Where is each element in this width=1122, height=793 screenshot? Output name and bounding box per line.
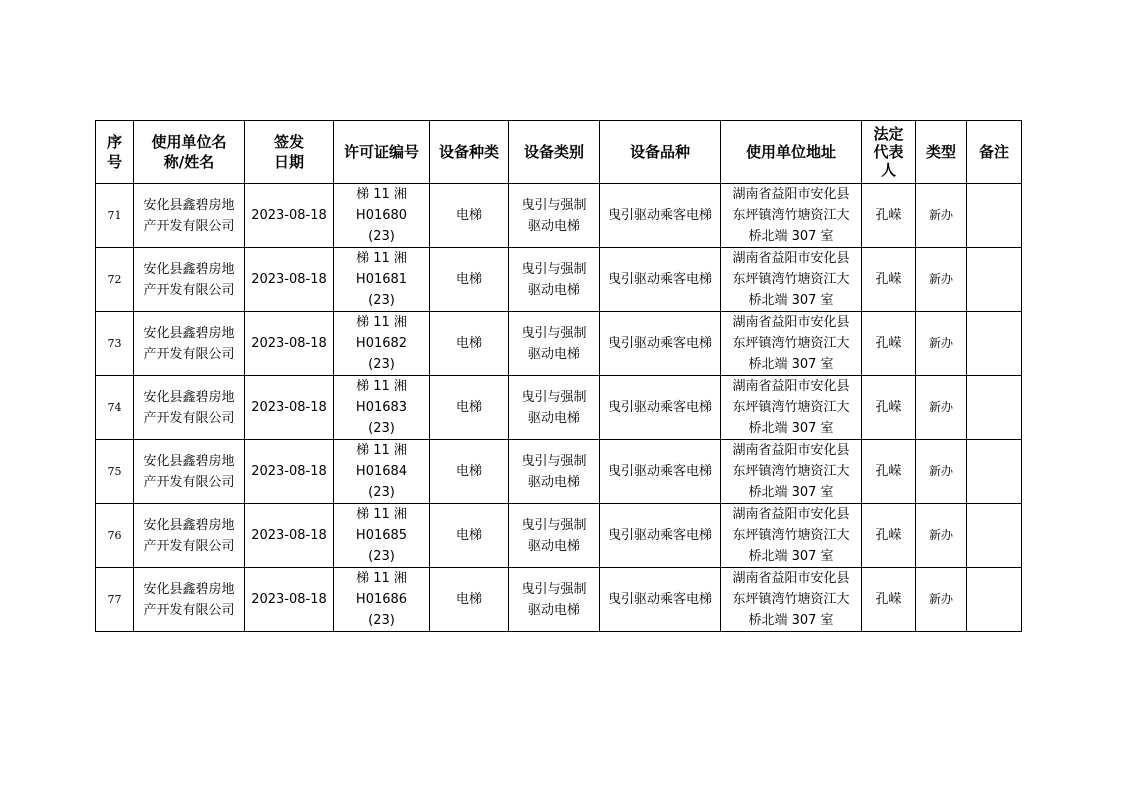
cell-seq-text: 71 <box>107 209 122 222</box>
cell-equipment-kind-text: 电梯 <box>455 464 482 479</box>
cell-issue-date <box>245 312 334 376</box>
cell-equipment-category <box>509 568 600 632</box>
cell-legal-rep <box>862 376 916 440</box>
cell-type <box>916 376 967 440</box>
cell-equipment-variety <box>600 312 721 376</box>
cell-type <box>916 440 967 504</box>
cell-equipment-variety <box>600 504 721 568</box>
cell-unit-name-text: 安化县鑫碧房地产开发有限公司 <box>143 389 235 426</box>
cell-seq-text: 73 <box>107 337 122 350</box>
cell-remark <box>967 568 1022 632</box>
cell-unit-address <box>721 312 862 376</box>
cell-equipment-category-text: 曳引与强制驱动电梯 <box>521 453 587 490</box>
cell-permit-no <box>334 504 430 568</box>
cell-type-text: 新办 <box>928 592 953 606</box>
cell-permit-no <box>334 440 430 504</box>
cell-legal-rep <box>862 568 916 632</box>
cell-unit-name-text: 安化县鑫碧房地产开发有限公司 <box>143 453 235 490</box>
cell-unit-address-text: 湖南省益阳市安化县东坪镇湾竹塘资江大桥北端 307 室 <box>732 443 850 500</box>
table-row <box>96 504 1022 568</box>
cell-equipment-category-text: 曳引与强制驱动电梯 <box>521 517 587 554</box>
cell-equipment-category-text: 曳引与强制驱动电梯 <box>521 325 587 362</box>
cell-issue-date <box>245 440 334 504</box>
cell-unit-name <box>134 312 245 376</box>
table-row <box>96 248 1022 312</box>
cell-remark <box>967 312 1022 376</box>
cell-remark <box>967 440 1022 504</box>
cell-legal-rep <box>862 312 916 376</box>
header-row <box>96 121 1022 184</box>
cell-equipment-variety-text: 曳引驱动乘客电梯 <box>607 592 712 607</box>
cell-legal-rep <box>862 184 916 248</box>
cell-unit-address <box>721 504 862 568</box>
cell-equipment-category-text: 曳引与强制驱动电梯 <box>521 261 587 298</box>
cell-unit-name <box>134 504 245 568</box>
cell-equipment-kind <box>430 312 509 376</box>
cell-permit-no <box>334 312 430 376</box>
cell-equipment-kind-text: 电梯 <box>455 272 482 287</box>
cell-equipment-kind-text: 电梯 <box>455 528 482 543</box>
cell-remark <box>967 504 1022 568</box>
cell-permit-no-text: 梯 11 湘 H01685(23) <box>355 507 408 564</box>
cell-seq-text: 76 <box>107 529 122 542</box>
cell-seq <box>96 568 134 632</box>
header-unit-address: 使用单位地址 <box>721 121 862 184</box>
cell-equipment-category <box>509 504 600 568</box>
cell-seq-text: 74 <box>107 401 122 414</box>
cell-permit-no <box>334 184 430 248</box>
cell-type-text: 新办 <box>928 272 953 286</box>
header-permit-no: 许可证编号 <box>334 121 430 184</box>
cell-issue-date-text: 2023-08-18 <box>251 336 327 351</box>
cell-issue-date <box>245 248 334 312</box>
cell-issue-date-text: 2023-08-18 <box>251 464 327 479</box>
cell-unit-address <box>721 568 862 632</box>
cell-type <box>916 312 967 376</box>
cell-legal-rep-text: 孔嵘 <box>875 208 902 223</box>
cell-equipment-kind-text: 电梯 <box>455 592 482 607</box>
cell-issue-date <box>245 568 334 632</box>
cell-issue-date-text: 2023-08-18 <box>251 272 327 287</box>
header-equipment-category: 设备类别 <box>509 121 600 184</box>
header-issue-date: 签发日期 <box>245 121 334 184</box>
table-header <box>96 121 1022 184</box>
cell-equipment-variety-text: 曳引驱动乘客电梯 <box>607 272 712 287</box>
cell-equipment-kind <box>430 376 509 440</box>
table-row <box>96 312 1022 376</box>
cell-seq <box>96 248 134 312</box>
cell-unit-address-text: 湖南省益阳市安化县东坪镇湾竹塘资江大桥北端 307 室 <box>732 187 850 244</box>
header-remark: 备注 <box>967 121 1022 184</box>
table-row <box>96 568 1022 632</box>
cell-equipment-variety-text: 曳引驱动乘客电梯 <box>607 464 712 479</box>
cell-type-text: 新办 <box>928 336 953 350</box>
cell-type <box>916 568 967 632</box>
table-row <box>96 184 1022 248</box>
cell-unit-address <box>721 184 862 248</box>
cell-issue-date-text: 2023-08-18 <box>251 528 327 543</box>
cell-equipment-variety <box>600 184 721 248</box>
cell-equipment-variety-text: 曳引驱动乘客电梯 <box>607 208 712 223</box>
cell-permit-no <box>334 376 430 440</box>
cell-equipment-kind-text: 电梯 <box>455 208 482 223</box>
cell-legal-rep-text: 孔嵘 <box>875 464 902 479</box>
header-type: 类型 <box>916 121 967 184</box>
cell-legal-rep <box>862 504 916 568</box>
cell-unit-name <box>134 568 245 632</box>
cell-equipment-variety-text: 曳引驱动乘客电梯 <box>607 528 712 543</box>
cell-unit-address-text: 湖南省益阳市安化县东坪镇湾竹塘资江大桥北端 307 室 <box>732 251 850 308</box>
cell-unit-name <box>134 376 245 440</box>
cell-legal-rep <box>862 440 916 504</box>
cell-equipment-variety-text: 曳引驱动乘客电梯 <box>607 400 712 415</box>
cell-issue-date <box>245 184 334 248</box>
cell-equipment-kind <box>430 184 509 248</box>
cell-legal-rep-text: 孔嵘 <box>875 528 902 543</box>
cell-unit-address <box>721 440 862 504</box>
cell-equipment-category <box>509 312 600 376</box>
cell-type-text: 新办 <box>928 208 953 222</box>
cell-type-text: 新办 <box>928 400 953 414</box>
cell-seq <box>96 376 134 440</box>
cell-legal-rep-text: 孔嵘 <box>875 272 902 287</box>
cell-type-text: 新办 <box>928 528 953 542</box>
cell-equipment-category <box>509 440 600 504</box>
cell-permit-no-text: 梯 11 湘 H01683(23) <box>355 379 408 436</box>
table-row <box>96 440 1022 504</box>
cell-equipment-variety-text: 曳引驱动乘客电梯 <box>607 336 712 351</box>
cell-legal-rep <box>862 248 916 312</box>
cell-permit-no-text: 梯 11 湘 H01684(23) <box>355 443 408 500</box>
cell-unit-address-text: 湖南省益阳市安化县东坪镇湾竹塘资江大桥北端 307 室 <box>732 571 850 628</box>
table-row <box>96 376 1022 440</box>
cell-equipment-variety <box>600 440 721 504</box>
cell-seq <box>96 184 134 248</box>
header-seq: 序号 <box>96 121 134 184</box>
cell-remark <box>967 184 1022 248</box>
cell-seq <box>96 440 134 504</box>
cell-unit-address <box>721 376 862 440</box>
cell-equipment-category <box>509 376 600 440</box>
cell-equipment-kind <box>430 568 509 632</box>
cell-equipment-category-text: 曳引与强制驱动电梯 <box>521 581 587 618</box>
permit-table <box>95 120 1022 632</box>
header-equipment-variety: 设备品种 <box>600 121 721 184</box>
cell-equipment-category <box>509 184 600 248</box>
table-body <box>96 184 1022 632</box>
cell-equipment-kind-text: 电梯 <box>455 400 482 415</box>
cell-unit-address <box>721 248 862 312</box>
cell-permit-no-text: 梯 11 湘 H01680(23) <box>355 187 408 244</box>
cell-type <box>916 504 967 568</box>
cell-legal-rep-text: 孔嵘 <box>875 400 902 415</box>
cell-equipment-kind <box>430 504 509 568</box>
cell-permit-no <box>334 568 430 632</box>
cell-issue-date-text: 2023-08-18 <box>251 208 327 223</box>
cell-unit-name-text: 安化县鑫碧房地产开发有限公司 <box>143 517 235 554</box>
header-equipment-kind: 设备种类 <box>430 121 509 184</box>
cell-equipment-category <box>509 248 600 312</box>
cell-equipment-category-text: 曳引与强制驱动电梯 <box>521 389 587 426</box>
cell-equipment-variety <box>600 568 721 632</box>
cell-unit-name <box>134 248 245 312</box>
cell-type-text: 新办 <box>928 464 953 478</box>
cell-equipment-variety <box>600 376 721 440</box>
cell-issue-date-text: 2023-08-18 <box>251 400 327 415</box>
cell-unit-name-text: 安化县鑫碧房地产开发有限公司 <box>143 325 235 362</box>
cell-permit-no-text: 梯 11 湘 H01682(23) <box>355 315 408 372</box>
cell-issue-date <box>245 376 334 440</box>
cell-unit-name <box>134 184 245 248</box>
cell-type <box>916 248 967 312</box>
cell-permit-no <box>334 248 430 312</box>
header-unit-name: 使用单位名称/姓名 <box>134 121 245 184</box>
cell-equipment-kind <box>430 440 509 504</box>
cell-equipment-kind <box>430 248 509 312</box>
cell-legal-rep-text: 孔嵘 <box>875 592 902 607</box>
cell-legal-rep-text: 孔嵘 <box>875 336 902 351</box>
cell-seq-text: 75 <box>107 465 122 478</box>
cell-unit-address-text: 湖南省益阳市安化县东坪镇湾竹塘资江大桥北端 307 室 <box>732 507 850 564</box>
cell-issue-date <box>245 504 334 568</box>
cell-issue-date-text: 2023-08-18 <box>251 592 327 607</box>
cell-unit-name <box>134 440 245 504</box>
cell-equipment-variety <box>600 248 721 312</box>
cell-equipment-kind-text: 电梯 <box>455 336 482 351</box>
cell-equipment-category-text: 曳引与强制驱动电梯 <box>521 197 587 234</box>
cell-remark <box>967 248 1022 312</box>
cell-unit-name-text: 安化县鑫碧房地产开发有限公司 <box>143 261 235 298</box>
cell-remark <box>967 376 1022 440</box>
header-legal-rep: 法定代表人 <box>862 121 916 184</box>
cell-permit-no-text: 梯 11 湘 H01681(23) <box>355 251 408 308</box>
cell-seq <box>96 504 134 568</box>
cell-unit-name-text: 安化县鑫碧房地产开发有限公司 <box>143 581 235 618</box>
cell-unit-address-text: 湖南省益阳市安化县东坪镇湾竹塘资江大桥北端 307 室 <box>732 315 850 372</box>
cell-unit-name-text: 安化县鑫碧房地产开发有限公司 <box>143 197 235 234</box>
cell-seq-text: 77 <box>107 593 122 606</box>
cell-unit-address-text: 湖南省益阳市安化县东坪镇湾竹塘资江大桥北端 307 室 <box>732 379 850 436</box>
cell-permit-no-text: 梯 11 湘 H01686(23) <box>355 571 408 628</box>
cell-type <box>916 184 967 248</box>
cell-seq <box>96 312 134 376</box>
cell-seq-text: 72 <box>107 273 122 286</box>
